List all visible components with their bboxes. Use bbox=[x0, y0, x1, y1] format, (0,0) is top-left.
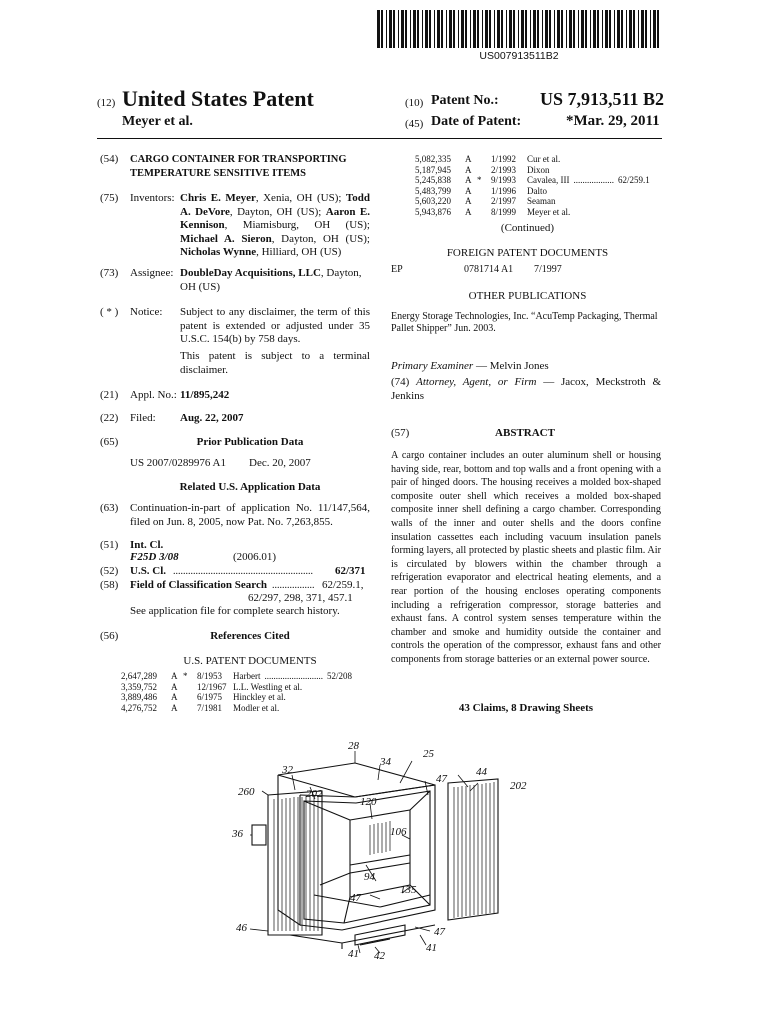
prior-code: (65) bbox=[100, 436, 119, 448]
terminal-disclaimer: This patent is subject to a terminal disclaimer. bbox=[180, 350, 370, 376]
notice-text: Subject to any disclaimer, the term of this patent is extended or adjusted under 35 U.S.C. 154(b) by 758 days. bbox=[180, 306, 370, 345]
reference-date: 12/1967 bbox=[197, 681, 227, 692]
reference-star bbox=[477, 165, 491, 176]
figure-label: 47 bbox=[434, 926, 445, 938]
barcode-bar bbox=[437, 10, 440, 48]
reference-star bbox=[477, 186, 491, 197]
figure-label: 47 bbox=[436, 773, 447, 785]
reference-name: Hinckley et al. bbox=[233, 692, 286, 702]
code-45: (45) bbox=[405, 118, 424, 130]
foreign-date: 7/1997 bbox=[534, 264, 562, 275]
barcode-bar bbox=[410, 10, 411, 48]
reference-class: 62/259.1 bbox=[617, 175, 650, 185]
reference-name: Harbert bbox=[233, 671, 261, 681]
reference-dots: .......................... bbox=[264, 671, 323, 681]
reference-kind: A bbox=[171, 681, 178, 692]
assignee-label: Assignee: bbox=[130, 267, 174, 279]
barcode-bar bbox=[389, 10, 392, 48]
inventor-location: , Hilliard, OH (US) bbox=[256, 246, 342, 258]
reference-date: 7/1981 bbox=[197, 702, 223, 713]
figure-label: 47 bbox=[350, 892, 361, 904]
barcode-bar bbox=[518, 10, 519, 48]
reference-number: 5,245,838 bbox=[415, 175, 451, 185]
examiner-name: — Melvin Jones bbox=[473, 360, 549, 372]
reference-date: 8/1999 bbox=[491, 206, 517, 217]
us-docs-heading: U.S. PATENT DOCUMENTS bbox=[183, 655, 317, 667]
reference-number: 5,082,335 bbox=[415, 154, 451, 164]
left-door-fins bbox=[274, 795, 318, 931]
reference-star bbox=[183, 692, 197, 703]
barcode-bar bbox=[554, 10, 555, 48]
inventors-list bbox=[180, 192, 370, 260]
barcode-bar bbox=[401, 10, 404, 48]
figure-label: 36 bbox=[232, 828, 243, 840]
barcode-bar bbox=[458, 10, 459, 48]
doc-type: United States Patent bbox=[122, 86, 314, 111]
reference-row bbox=[121, 703, 371, 714]
intcl-label: Int. Cl. bbox=[130, 539, 164, 551]
inventor-name: Aaron E. Kennison bbox=[180, 205, 370, 231]
barcode-bar bbox=[482, 10, 483, 48]
inventors-label: Inventors: bbox=[130, 192, 175, 204]
title-code: (54) bbox=[100, 153, 119, 165]
figure-label: 202 bbox=[510, 780, 527, 792]
reference-date: 8/1953 bbox=[197, 671, 223, 681]
intcl-class: F25D 3/08 bbox=[130, 551, 179, 563]
reference-kind: A bbox=[465, 175, 472, 185]
barcode-bar bbox=[533, 10, 536, 48]
assignee-code: (73) bbox=[100, 267, 119, 279]
reference-row bbox=[415, 165, 665, 176]
barcode-bar bbox=[446, 10, 447, 48]
barcode-bar bbox=[477, 10, 479, 48]
reference-name: Dalto bbox=[527, 185, 547, 196]
filed-code: (22) bbox=[100, 412, 119, 424]
reference-kind: A bbox=[465, 206, 472, 217]
reference-kind: A bbox=[465, 185, 472, 196]
barcode-bar bbox=[413, 10, 416, 48]
assignee-name: DoubleDay Acquisitions, LLC bbox=[180, 267, 321, 279]
barcode-bar bbox=[542, 10, 543, 48]
appl-code: (21) bbox=[100, 389, 119, 401]
appl-number: 11/895,242 bbox=[180, 389, 230, 401]
filed-label: Filed: bbox=[130, 412, 156, 424]
figure-label: 34 bbox=[380, 756, 391, 768]
inventor-location: , Xenia, OH (US); bbox=[255, 192, 346, 204]
reference-name: Dixon bbox=[527, 164, 550, 175]
figure-label: 25 bbox=[423, 748, 434, 760]
barcode-bar bbox=[417, 10, 419, 48]
evaporator-grille bbox=[370, 821, 390, 855]
reference-star bbox=[477, 207, 491, 218]
barcode-bar bbox=[537, 10, 539, 48]
barcode-bar bbox=[461, 10, 464, 48]
field-value-2: 62/297, 298, 371, 457.1 bbox=[248, 592, 353, 604]
barcode-bar bbox=[386, 10, 387, 48]
inventors-short: Meyer et al. bbox=[122, 114, 193, 129]
reference-kind: A bbox=[171, 702, 178, 713]
reference-number: 5,943,876 bbox=[415, 206, 451, 217]
reference-kind: A bbox=[465, 164, 472, 175]
reference-number: 3,889,486 bbox=[121, 692, 157, 702]
reference-name: L.L. Westling et al. bbox=[233, 681, 303, 692]
figure-label: 44 bbox=[476, 766, 487, 778]
reference-number: 3,359,752 bbox=[121, 681, 157, 692]
barcode-bar bbox=[434, 10, 435, 48]
barcode-bar bbox=[657, 10, 659, 48]
barcode-bar bbox=[449, 10, 452, 48]
field-label: Field of Classification Search bbox=[130, 579, 267, 591]
invention-title: CARGO CONTAINER FOR TRANSPORTING TEMPERATURE SENSITIVE ITEMS bbox=[130, 154, 347, 179]
attorney-name: — Jacox, Meckstroth & Jenkins bbox=[391, 376, 662, 402]
us-references-right bbox=[415, 154, 665, 217]
figure-label: 94 bbox=[364, 871, 375, 883]
housing-left-side bbox=[278, 775, 300, 925]
filed-date: Aug. 22, 2007 bbox=[180, 412, 244, 424]
patent-no-label: Patent No.: bbox=[431, 93, 499, 108]
barcode-bar bbox=[494, 10, 495, 48]
patent-drawing bbox=[230, 735, 560, 970]
barcode-graphic bbox=[375, 10, 663, 50]
reference-star: * bbox=[477, 175, 482, 185]
attorney-label: Attorney, Agent, or Firm bbox=[416, 376, 537, 388]
barcode-bar bbox=[605, 10, 608, 48]
uscl-dots: ........................................................ bbox=[173, 566, 313, 577]
barcode-bar bbox=[506, 10, 507, 48]
barcode-bar bbox=[609, 10, 611, 48]
barcode-bar bbox=[525, 10, 527, 48]
refs-code: (56) bbox=[100, 630, 119, 642]
barcode-bar bbox=[549, 10, 551, 48]
barcode-bar bbox=[521, 10, 524, 48]
barcode-bar bbox=[653, 10, 656, 48]
barcode-bar bbox=[597, 10, 599, 48]
barcode-bar bbox=[377, 10, 380, 48]
reference-row bbox=[415, 154, 665, 165]
us-references-left bbox=[121, 671, 371, 713]
barcode-bar bbox=[573, 10, 575, 48]
barcode-bar bbox=[585, 10, 587, 48]
barcode-bar bbox=[398, 10, 399, 48]
figure-label: 41 bbox=[426, 942, 437, 954]
reference-class: 52/208 bbox=[326, 671, 352, 681]
uscl-label: U.S. Cl. bbox=[130, 565, 167, 577]
barcode-bar bbox=[650, 10, 651, 48]
figure-label: 46 bbox=[236, 922, 247, 934]
assignee-location: , Dayton, OH (US) bbox=[180, 267, 362, 293]
barcode-bar bbox=[561, 10, 563, 48]
inventor-name: Chris E. Meyer bbox=[180, 192, 256, 204]
reference-row bbox=[415, 175, 665, 186]
reference-number: 5,483,799 bbox=[415, 185, 451, 196]
reference-date: 1/1996 bbox=[491, 185, 517, 196]
barcode-bar bbox=[645, 10, 647, 48]
reference-date: 9/1993 bbox=[491, 175, 517, 185]
reference-name: Seaman bbox=[527, 196, 556, 206]
reference-number: 4,276,752 bbox=[121, 702, 157, 713]
intcl-year: (2006.01) bbox=[233, 551, 277, 563]
barcode-bar bbox=[566, 10, 567, 48]
barcode-bar bbox=[578, 10, 579, 48]
barcode-bar bbox=[501, 10, 503, 48]
field-dots: ................. bbox=[272, 580, 315, 591]
reference-number: 5,603,220 bbox=[415, 196, 451, 206]
uscl-value: 62/371 bbox=[335, 565, 366, 577]
barcode-bar bbox=[422, 10, 423, 48]
barcode-bar bbox=[633, 10, 635, 48]
barcode-bar bbox=[509, 10, 512, 48]
reference-date: 2/1997 bbox=[491, 196, 517, 206]
reference-star bbox=[477, 196, 491, 207]
prior-pub-date: Dec. 20, 2007 bbox=[249, 457, 311, 469]
code-10: (10) bbox=[405, 97, 424, 109]
foreign-country: EP bbox=[391, 264, 403, 275]
notice-label: Notice: bbox=[130, 306, 163, 318]
right-door bbox=[448, 779, 498, 920]
reference-row bbox=[415, 196, 665, 207]
reference-name: Meyer et al. bbox=[527, 206, 571, 217]
barcode-bar bbox=[602, 10, 603, 48]
refs-heading: References Cited bbox=[210, 630, 290, 642]
reference-row bbox=[121, 692, 371, 703]
barcode-bar bbox=[545, 10, 548, 48]
reference-star bbox=[183, 682, 197, 693]
inventor-name: Michael A. Sieron bbox=[180, 232, 272, 245]
cont-code: (63) bbox=[100, 502, 119, 514]
barcode-bar bbox=[617, 10, 620, 48]
reference-row bbox=[415, 207, 665, 218]
header-divider bbox=[97, 138, 662, 139]
barcode-bar bbox=[405, 10, 407, 48]
barcode-bar bbox=[614, 10, 615, 48]
reference-star bbox=[477, 154, 491, 165]
reference-number: 5,187,945 bbox=[415, 164, 451, 175]
barcode-bar bbox=[465, 10, 467, 48]
continued-note: (Continued) bbox=[500, 222, 555, 234]
housing-top bbox=[278, 763, 435, 797]
reference-star: * bbox=[183, 671, 188, 681]
barcode-bar bbox=[626, 10, 627, 48]
barcode-bar bbox=[569, 10, 572, 48]
abstract-code: (57) bbox=[391, 427, 410, 439]
intcl-code: (51) bbox=[100, 539, 119, 551]
reference-date: 2/1993 bbox=[491, 164, 517, 175]
figure-label: 28 bbox=[348, 740, 359, 752]
notice-code: ( * ) bbox=[100, 306, 119, 318]
claims-count: 43 Claims, 8 Drawing Sheets bbox=[458, 702, 594, 714]
barcode-bar bbox=[638, 10, 639, 48]
barcode-bar bbox=[581, 10, 584, 48]
reference-row bbox=[415, 186, 665, 197]
barcode-bar bbox=[441, 10, 443, 48]
reference-dots: .................. bbox=[573, 175, 614, 185]
field-value-1: 62/259.1, bbox=[322, 579, 364, 591]
figure-label: 106 bbox=[390, 826, 407, 838]
other-pub-heading: OTHER PUBLICATIONS bbox=[468, 290, 587, 302]
abstract-text: A cargo container includes an outer aluminum shell or housing having side, rear, bottom and top walls and a front opening with a pair of hinged doors. The housing receives a molded box-shaped composite outer shell which receives a molded box-shaped composite inner shell defining a cargo chamber. Corresponding walls of the inner and outer shells and the doors confine insulation cassettes each including vacuum insulation panels forming layers, all protected by plastic sheets and plastic film. Air is circulated by blowers within the chamber through a refrigeration evaporator and electrical heating elements, and a rear portion of the housing encloses operating components including a refrigeration compressor, storage batteries and exhaust fans. A control system senses temperature within the chamber and smoke and humidity outside the container and controls the operation of the compressor, exhaust fans and other components from storage batteries or an external power source. bbox=[391, 450, 661, 665]
inventor-location: , Dayton, OH (US); bbox=[271, 232, 370, 245]
abstract-heading: ABSTRACT bbox=[495, 427, 555, 439]
reference-date: 6/1975 bbox=[197, 692, 223, 702]
barcode-bar bbox=[590, 10, 591, 48]
patent-date: *Mar. 29, 2011 bbox=[566, 113, 660, 129]
figure-label: 41 bbox=[348, 948, 359, 960]
reference-kind: A bbox=[171, 671, 178, 681]
reference-name: Cavalea, III bbox=[527, 175, 570, 185]
patent-number: US 7,913,511 B2 bbox=[540, 89, 665, 109]
reference-name: Modler et al. bbox=[233, 702, 280, 713]
barcode-bar bbox=[530, 10, 531, 48]
right-door-fins bbox=[454, 782, 494, 918]
inventor-location: , Dayton, OH (US); bbox=[229, 205, 326, 218]
foreign-number: 0781714 A1 bbox=[464, 264, 514, 275]
reference-number: 2,647,289 bbox=[121, 671, 157, 681]
barcode-bar bbox=[629, 10, 632, 48]
figure-label: 32 bbox=[282, 764, 293, 776]
primary-examiner bbox=[391, 360, 549, 374]
field-note: See application file for complete search history. bbox=[130, 605, 340, 617]
related-heading: Related U.S. Application Data bbox=[179, 481, 321, 493]
cargo-container-drawing bbox=[230, 735, 560, 970]
foreign-heading: FOREIGN PATENT DOCUMENTS bbox=[446, 247, 609, 259]
barcode-bar bbox=[381, 10, 383, 48]
assignee bbox=[180, 267, 370, 294]
barcode-bar bbox=[485, 10, 488, 48]
prior-heading: Prior Publication Data bbox=[196, 436, 304, 448]
barcode-bar bbox=[557, 10, 560, 48]
barcode-bar bbox=[473, 10, 476, 48]
figure-label: 42 bbox=[374, 950, 385, 962]
examiner-label: Primary Examiner bbox=[391, 360, 474, 372]
reference-row bbox=[121, 682, 371, 693]
barcode-bar bbox=[489, 10, 491, 48]
inventors-code: (75) bbox=[100, 192, 119, 204]
inventor-name: Nicholas Wynne bbox=[180, 246, 257, 258]
reference-row bbox=[121, 671, 371, 682]
barcode-bar bbox=[470, 10, 471, 48]
barcode-bar bbox=[641, 10, 644, 48]
reference-kind: A bbox=[465, 154, 472, 164]
figure-label: 135 bbox=[400, 884, 417, 896]
barcode-bar bbox=[393, 10, 395, 48]
reference-kind: A bbox=[465, 196, 472, 206]
barcode-bar bbox=[513, 10, 515, 48]
other-pub-text: Energy Storage Technologies, Inc. “AcuTemp Packaging, Thermal Pallet Shipper” Jun. 2003. bbox=[391, 311, 658, 334]
attorney-code: (74) bbox=[391, 376, 410, 388]
prior-pub-number: US 2007/0289976 A1 bbox=[130, 457, 226, 469]
container-base bbox=[290, 925, 435, 949]
barcode-bar bbox=[593, 10, 596, 48]
appl-label: Appl. No.: bbox=[130, 389, 177, 401]
figure-label: 120 bbox=[360, 796, 377, 808]
figure-label: 260 bbox=[238, 786, 255, 798]
barcode-bar bbox=[497, 10, 500, 48]
reference-kind: A bbox=[171, 692, 178, 702]
reference-date: 1/1992 bbox=[491, 154, 517, 164]
barcode-bar bbox=[453, 10, 455, 48]
figure-label: 202 bbox=[306, 788, 323, 800]
inventor-location: , Miamisburg, OH (US); bbox=[224, 219, 370, 231]
attorney bbox=[391, 376, 661, 403]
date-label: Date of Patent: bbox=[431, 114, 522, 129]
inventor-name: Todd A. DeVore bbox=[180, 192, 370, 218]
code-12: (12) bbox=[97, 97, 116, 109]
barcode-number: US007913511B2 bbox=[479, 50, 559, 62]
barcode-bar bbox=[425, 10, 428, 48]
reference-name: Cur et al. bbox=[527, 154, 561, 164]
reference-star bbox=[183, 703, 197, 714]
barcode-bar bbox=[621, 10, 623, 48]
field-code: (58) bbox=[100, 579, 119, 591]
uscl-code: (52) bbox=[100, 565, 119, 577]
barcode-bar bbox=[429, 10, 431, 48]
barcode bbox=[375, 10, 663, 50]
continuation-text: Continuation-in-part of application No. 11/147,564, filed on Jun. 8, 2005, now Pat. No. 7,263,855. bbox=[130, 502, 370, 528]
